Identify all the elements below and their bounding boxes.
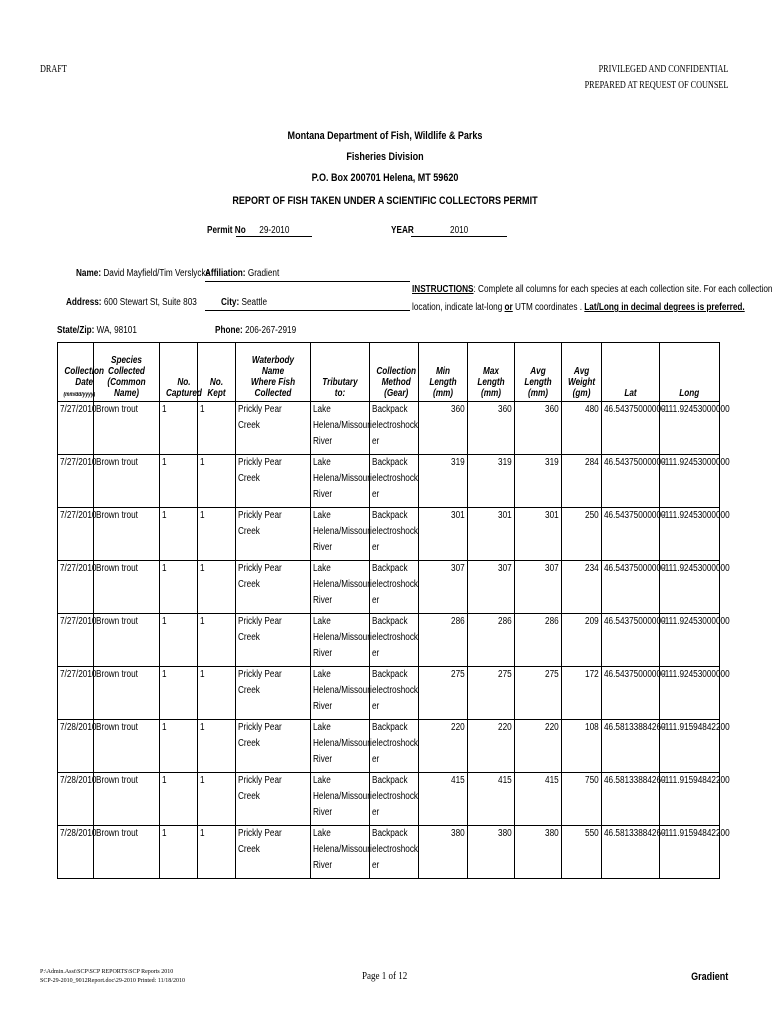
cell-kept: 1 bbox=[198, 455, 236, 508]
cell-method: Backpack electroshock er bbox=[370, 455, 419, 508]
draft-label: DRAFT bbox=[40, 64, 67, 75]
permit-value: 29-2010 bbox=[258, 225, 290, 236]
col-tributary: Tributary to: bbox=[311, 343, 370, 402]
cell-tributary: Lake Helena/Missouri River bbox=[311, 455, 370, 508]
col-captured: No. Captured bbox=[160, 343, 198, 402]
table-header-row bbox=[58, 343, 720, 402]
year-value: 2010 bbox=[449, 225, 469, 236]
cell-method: Backpack electroshock er bbox=[370, 614, 419, 667]
affiliation-field bbox=[205, 268, 279, 279]
col-long: Long bbox=[660, 343, 720, 402]
cell-kept: 1 bbox=[198, 614, 236, 667]
privileged-line-2: PREPARED AT REQUEST OF COUNSEL bbox=[584, 80, 728, 91]
cell-species: Brown trout bbox=[94, 508, 160, 561]
year-value-field bbox=[411, 225, 507, 237]
cell-min-length: 380 bbox=[419, 826, 468, 879]
instructions-line-2: location, indicate lat-long or UTM coordinates . Lat/Long in decimal degrees is preferred. bbox=[412, 302, 745, 313]
cell-long: -111.91594842200 bbox=[660, 773, 720, 826]
cell-avg-weight: 750 bbox=[562, 773, 602, 826]
table-row bbox=[58, 720, 720, 773]
table-row bbox=[58, 773, 720, 826]
cell-kept: 1 bbox=[198, 561, 236, 614]
name-field bbox=[76, 268, 210, 279]
cell-date: 7/28/2010 bbox=[58, 720, 94, 773]
cell-avg-length: 415 bbox=[515, 773, 562, 826]
col-kept: No. Kept bbox=[198, 343, 236, 402]
cell-species: Brown trout bbox=[94, 667, 160, 720]
cell-long: -111.92453000000 bbox=[660, 402, 720, 455]
phone-value: 206-267-2919 bbox=[245, 325, 297, 336]
cell-min-length: 220 bbox=[419, 720, 468, 773]
col-min-length: Min Length (mm) bbox=[419, 343, 468, 402]
cell-max-length: 307 bbox=[468, 561, 515, 614]
cell-captured: 1 bbox=[160, 667, 198, 720]
statezip-label: State/Zip: bbox=[57, 325, 95, 336]
cell-tributary: Lake Helena/Missouri River bbox=[311, 773, 370, 826]
cell-captured: 1 bbox=[160, 614, 198, 667]
privileged-notice bbox=[553, 62, 728, 94]
file-path-line-2: SCP-29-2010_9012Report.doc\29-2010 Printed: 11/18/2010 bbox=[40, 978, 185, 984]
cell-avg-length: 301 bbox=[515, 508, 562, 561]
cell-waterbody: Prickly Pear Creek bbox=[236, 773, 311, 826]
cell-lat: 46.54375000000 bbox=[602, 561, 660, 614]
cell-kept: 1 bbox=[198, 402, 236, 455]
cell-captured: 1 bbox=[160, 508, 198, 561]
table-row bbox=[58, 826, 720, 879]
cell-species: Brown trout bbox=[94, 614, 160, 667]
cell-species: Brown trout bbox=[94, 455, 160, 508]
cell-max-length: 220 bbox=[468, 720, 515, 773]
file-path-line-1: P:\Admin.Asst\SCP\SCP REPORTS\SCP Reports 2010 bbox=[40, 969, 174, 975]
col-avg-length: Avg Length (mm) bbox=[515, 343, 562, 402]
table-row bbox=[58, 508, 720, 561]
address-label: Address: bbox=[66, 297, 102, 308]
col-lat: Lat bbox=[602, 343, 660, 402]
cell-max-length: 286 bbox=[468, 614, 515, 667]
cell-min-length: 360 bbox=[419, 402, 468, 455]
cell-method: Backpack electroshock er bbox=[370, 508, 419, 561]
city-field bbox=[221, 297, 267, 308]
cell-lat: 46.54375000000 bbox=[602, 614, 660, 667]
cell-waterbody: Prickly Pear Creek bbox=[236, 402, 311, 455]
cell-date: 7/27/2010 bbox=[58, 561, 94, 614]
table-row bbox=[58, 455, 720, 508]
cell-date: 7/27/2010 bbox=[58, 402, 94, 455]
col-waterbody: Waterbody Name Where Fish Collected bbox=[236, 343, 311, 402]
cell-min-length: 301 bbox=[419, 508, 468, 561]
cell-method: Backpack electroshock er bbox=[370, 402, 419, 455]
cell-kept: 1 bbox=[198, 826, 236, 879]
agency-division: Fisheries Division bbox=[346, 151, 424, 163]
cell-avg-weight: 284 bbox=[562, 455, 602, 508]
cell-long: -111.91594842200 bbox=[660, 720, 720, 773]
report-title: REPORT OF FISH TAKEN UNDER A SCIENTIFIC COLLECTORS PERMIT bbox=[232, 195, 538, 207]
cell-max-length: 380 bbox=[468, 826, 515, 879]
cell-captured: 1 bbox=[160, 720, 198, 773]
cell-avg-length: 380 bbox=[515, 826, 562, 879]
cell-tributary: Lake Helena/Missouri River bbox=[311, 826, 370, 879]
cell-lat: 46.54375000000 bbox=[602, 508, 660, 561]
cell-kept: 1 bbox=[198, 508, 236, 561]
cell-max-length: 360 bbox=[468, 402, 515, 455]
cell-long: -111.92453000000 bbox=[660, 561, 720, 614]
cell-waterbody: Prickly Pear Creek bbox=[236, 667, 311, 720]
cell-long: -111.92453000000 bbox=[660, 614, 720, 667]
cell-waterbody: Prickly Pear Creek bbox=[236, 561, 311, 614]
cell-lat: 46.58133884260 bbox=[602, 773, 660, 826]
table-row bbox=[58, 667, 720, 720]
cell-date: 7/27/2010 bbox=[58, 667, 94, 720]
cell-lat: 46.58133884260 bbox=[602, 720, 660, 773]
statezip-value: WA, 98101 bbox=[96, 325, 137, 336]
cell-avg-length: 319 bbox=[515, 455, 562, 508]
cell-avg-length: 360 bbox=[515, 402, 562, 455]
cell-long: -111.91594842200 bbox=[660, 826, 720, 879]
cell-species: Brown trout bbox=[94, 720, 160, 773]
cell-kept: 1 bbox=[198, 720, 236, 773]
cell-date: 7/27/2010 bbox=[58, 508, 94, 561]
cell-avg-weight: 172 bbox=[562, 667, 602, 720]
cell-tributary: Lake Helena/Missouri River bbox=[311, 561, 370, 614]
cell-avg-weight: 550 bbox=[562, 826, 602, 879]
cell-date: 7/27/2010 bbox=[58, 614, 94, 667]
cell-date: 7/28/2010 bbox=[58, 773, 94, 826]
cell-waterbody: Prickly Pear Creek bbox=[236, 614, 311, 667]
cell-lat: 46.54375000000 bbox=[602, 455, 660, 508]
col-max-length: Max Length (mm) bbox=[468, 343, 515, 402]
agency-address: P.O. Box 200701 Helena, MT 59620 bbox=[311, 172, 459, 184]
cell-captured: 1 bbox=[160, 826, 198, 879]
cell-max-length: 275 bbox=[468, 667, 515, 720]
page-number: Page 1 of 12 bbox=[362, 970, 408, 982]
permit-label: Permit No bbox=[207, 225, 246, 236]
cell-avg-length: 286 bbox=[515, 614, 562, 667]
cell-species: Brown trout bbox=[94, 773, 160, 826]
cell-waterbody: Prickly Pear Creek bbox=[236, 720, 311, 773]
cell-species: Brown trout bbox=[94, 826, 160, 879]
cell-species: Brown trout bbox=[94, 402, 160, 455]
cell-avg-weight: 209 bbox=[562, 614, 602, 667]
cell-method: Backpack electroshock er bbox=[370, 667, 419, 720]
instructions-line-1: INSTRUCTIONS: Complete all columns for each species at each collection site. For each collection bbox=[412, 284, 773, 295]
cell-max-length: 301 bbox=[468, 508, 515, 561]
col-avg-weight: Avg Weight (gm) bbox=[562, 343, 602, 402]
col-date: Collection Date (mm/dd/yyyy) bbox=[58, 343, 94, 402]
cell-avg-weight: 108 bbox=[562, 720, 602, 773]
cell-min-length: 319 bbox=[419, 455, 468, 508]
cell-date: 7/27/2010 bbox=[58, 455, 94, 508]
table-row bbox=[58, 614, 720, 667]
city-underline bbox=[205, 310, 410, 311]
fish-collection-table bbox=[57, 342, 730, 879]
cell-long: -111.92453000000 bbox=[660, 508, 720, 561]
cell-date: 7/28/2010 bbox=[58, 826, 94, 879]
cell-lat: 46.54375000000 bbox=[602, 667, 660, 720]
cell-tributary: Lake Helena/Missouri River bbox=[311, 720, 370, 773]
col-method: Collection Method (Gear) bbox=[370, 343, 419, 402]
year-label: YEAR bbox=[391, 225, 414, 236]
cell-waterbody: Prickly Pear Creek bbox=[236, 826, 311, 879]
affiliation-value: Gradient bbox=[247, 268, 280, 279]
cell-waterbody: Prickly Pear Creek bbox=[236, 508, 311, 561]
name-value: David Mayfield/Tim Verslycke bbox=[103, 268, 211, 279]
cell-min-length: 307 bbox=[419, 561, 468, 614]
cell-tributary: Lake Helena/Missouri River bbox=[311, 614, 370, 667]
privileged-line-1: PRIVILEGED AND CONFIDENTIAL bbox=[598, 64, 728, 75]
cell-lat: 46.58133884260 bbox=[602, 826, 660, 879]
statezip-field bbox=[57, 325, 137, 336]
agency-block bbox=[0, 126, 770, 212]
cell-kept: 1 bbox=[198, 667, 236, 720]
instructions bbox=[412, 281, 772, 317]
cell-kept: 1 bbox=[198, 773, 236, 826]
footer-company: Gradient bbox=[690, 971, 728, 983]
cell-avg-weight: 480 bbox=[562, 402, 602, 455]
cell-avg-weight: 250 bbox=[562, 508, 602, 561]
agency-name: Montana Department of Fish, Wildlife & Parks bbox=[287, 130, 483, 142]
instructions-label: INSTRUCTIONS bbox=[412, 284, 474, 295]
cell-avg-weight: 234 bbox=[562, 561, 602, 614]
address-value: 600 Stewart St, Suite 803 bbox=[103, 297, 197, 308]
cell-tributary: Lake Helena/Missouri River bbox=[311, 508, 370, 561]
cell-captured: 1 bbox=[160, 455, 198, 508]
table-row bbox=[58, 402, 720, 455]
table-row bbox=[58, 561, 720, 614]
col-species: Species Collected (Common Name) bbox=[94, 343, 160, 402]
cell-captured: 1 bbox=[160, 402, 198, 455]
permit-value-field bbox=[236, 225, 312, 237]
cell-captured: 1 bbox=[160, 561, 198, 614]
phone-field bbox=[215, 325, 296, 336]
cell-tributary: Lake Helena/Missouri River bbox=[311, 667, 370, 720]
name-label: Name: bbox=[76, 268, 102, 279]
cell-waterbody: Prickly Pear Creek bbox=[236, 455, 311, 508]
cell-method: Backpack electroshock er bbox=[370, 720, 419, 773]
cell-long: -111.92453000000 bbox=[660, 455, 720, 508]
cell-avg-length: 220 bbox=[515, 720, 562, 773]
city-label: City: bbox=[221, 297, 240, 308]
cell-avg-length: 275 bbox=[515, 667, 562, 720]
cell-captured: 1 bbox=[160, 773, 198, 826]
cell-tributary: Lake Helena/Missouri River bbox=[311, 402, 370, 455]
cell-min-length: 415 bbox=[419, 773, 468, 826]
city-value: Seattle bbox=[241, 297, 268, 308]
cell-max-length: 319 bbox=[468, 455, 515, 508]
cell-avg-length: 307 bbox=[515, 561, 562, 614]
cell-long: -111.92453000000 bbox=[660, 667, 720, 720]
phone-label: Phone: bbox=[215, 325, 243, 336]
cell-method: Backpack electroshock er bbox=[370, 773, 419, 826]
cell-max-length: 415 bbox=[468, 773, 515, 826]
cell-min-length: 286 bbox=[419, 614, 468, 667]
cell-species: Brown trout bbox=[94, 561, 160, 614]
affiliation-label: Affiliation: bbox=[205, 268, 246, 279]
cell-min-length: 275 bbox=[419, 667, 468, 720]
affiliation-underline bbox=[205, 281, 410, 282]
address-field bbox=[66, 297, 197, 308]
cell-lat: 46.54375000000 bbox=[602, 402, 660, 455]
cell-method: Backpack electroshock er bbox=[370, 826, 419, 879]
cell-method: Backpack electroshock er bbox=[370, 561, 419, 614]
